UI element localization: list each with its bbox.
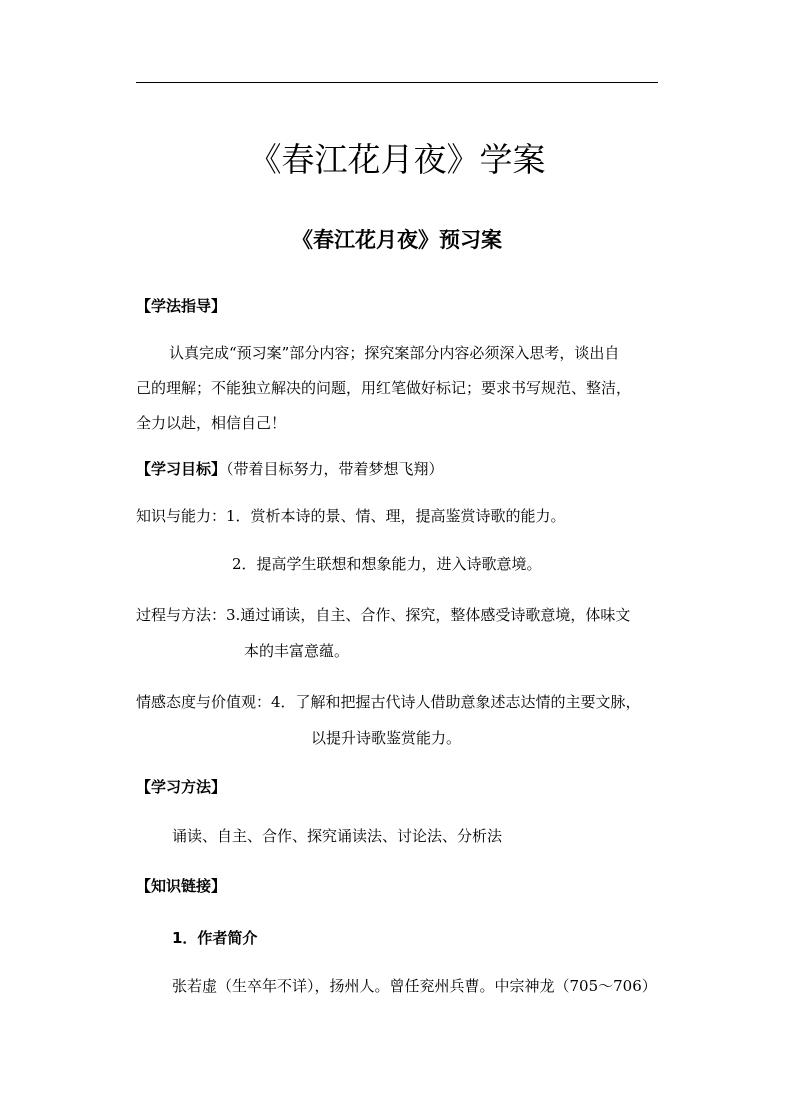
study-guide-line-2: 己的理解；不能独立解决的问题，用红笔做好标记；要求书写规范、整洁， bbox=[136, 379, 632, 397]
author-intro-text: 张若虚（生卒年不详），扬州人。曾任兖州兵曹。中宗神龙（705～706） bbox=[172, 977, 657, 995]
author-intro-heading: 1．作者简介 bbox=[172, 929, 258, 947]
objectives-heading: 【学习目标】 bbox=[136, 460, 227, 478]
header-rule bbox=[136, 82, 658, 83]
page-subtitle: 《春江花月夜》预习案 bbox=[292, 228, 502, 252]
objectives-row bbox=[136, 459, 444, 479]
study-guide-line-3: 全力以赴，相信自己！ bbox=[136, 414, 287, 432]
page-title: 《春江花月夜》学案 bbox=[248, 140, 546, 179]
objective-item-3: 过程与方法：3.通过诵读，自主、合作、探究，整体感受诗歌意境，体味文 bbox=[136, 606, 631, 624]
objectives-note: （带着目标努力，带着梦想飞翔） bbox=[226, 460, 444, 478]
objective-item-4: 情感态度与价值观：4．了解和把握古代诗人借助意象述志达情的主要文脉， bbox=[136, 693, 641, 711]
objective-item-4-cont: 以提升诗歌鉴赏能力。 bbox=[311, 729, 462, 747]
knowledge-heading: 【知识链接】 bbox=[136, 877, 227, 895]
objective-item-3-cont: 本的丰富意蕴。 bbox=[244, 642, 350, 660]
methods-text: 诵读、自主、合作、探究诵读法、讨论法、分析法 bbox=[172, 827, 503, 845]
objective-item-1: 知识与能力：1．赏析本诗的景、情、理，提高鉴赏诗歌的能力。 bbox=[136, 507, 566, 525]
study-guide-line-1: 认真完成“预习案”部分内容；探究案部分内容必须深入思考，谈出自 bbox=[169, 344, 620, 362]
study-guide-heading: 【学法指导】 bbox=[136, 297, 227, 315]
objective-item-2: 2．提高学生联想和想象能力，进入诗歌意境。 bbox=[232, 555, 542, 573]
methods-heading: 【学习方法】 bbox=[136, 778, 227, 796]
